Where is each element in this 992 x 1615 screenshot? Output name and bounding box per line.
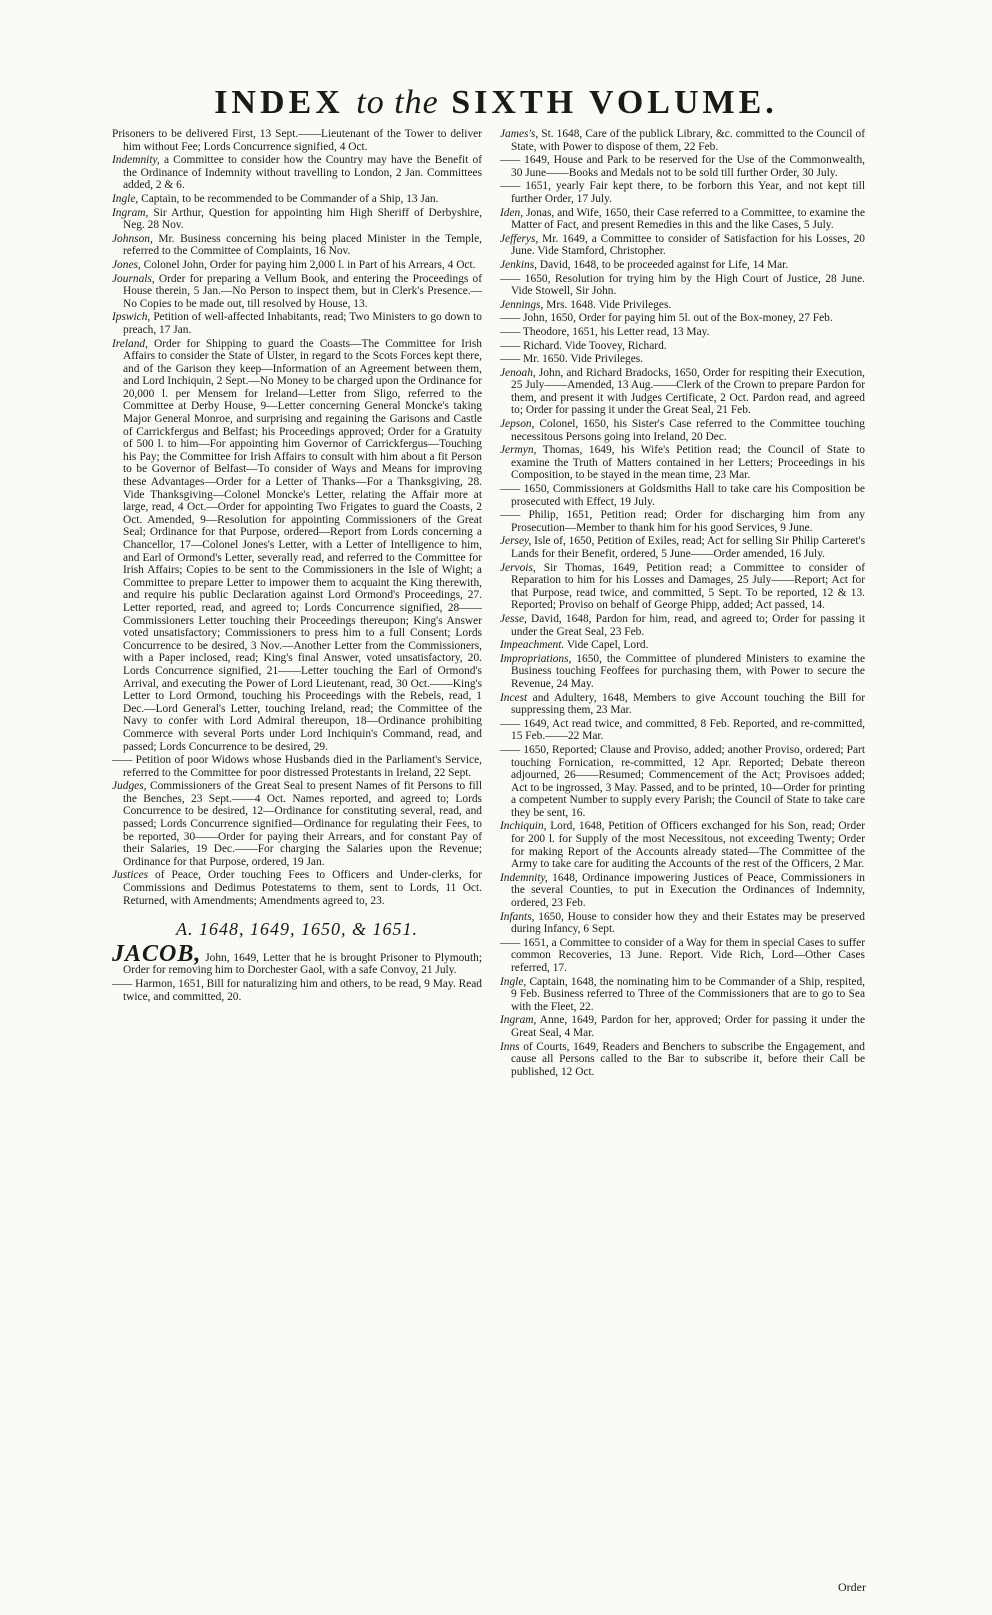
entry-text: a Committee to consider how the Country may have the Benefit of the Ordinance of Indemnity without travelling to London, 2 Jan. Committees added, 2 & 6. <box>123 154 482 192</box>
entry-text: Harmon, 1651, Bill for naturalizing him and others, to be read, 9 May. Read twice, and committed, 20. <box>123 978 482 1003</box>
entry-headword: Impeachment. <box>500 639 565 652</box>
entry-text: Mr. 1650. Vide Privileges. <box>520 353 644 366</box>
index-entry <box>500 820 865 870</box>
index-entry <box>500 326 865 339</box>
index-entry <box>112 338 482 754</box>
entry-text: 1650, Reported; Clause and Proviso, added; another Proviso, ordered; Part touching Fornication, re-committed, 12 Apr. Reported; Debate thereon adjourned, 26——Resumed; Commencement of the Act; Provisoes added; Act to be ingrossed, 3 May. Passed, and to be printed, 10—Order for printing a competent Number to supply every Parish; the Council of State to take care they be sent, 16. <box>511 743 865 819</box>
entry-text: Isle of, 1650, Petition of Exiles, read; Act for selling Sir Philip Carteret's Lands for their Benefit, ordered, 5 June——Order amended, 16 July. <box>511 535 865 560</box>
entry-headword: Ingle, <box>500 975 527 988</box>
index-entry <box>500 299 865 312</box>
index-entry <box>500 911 865 936</box>
entry-headword: Indemnity, <box>112 154 160 167</box>
index-entry <box>500 562 865 612</box>
entry-text: Jonas, and Wife, 1650, their Case referred to a Committee, to examine the Matter of Fact, and present Remedies in this and the like Cases, 5 July. <box>511 206 865 232</box>
entry-headword: —— <box>500 272 521 285</box>
entry-text: David, 1648, to be proceeded against for Life, 14 Mar. <box>537 258 789 271</box>
entry-headword: Iden, <box>500 206 524 219</box>
title-main: INDEX <box>214 84 344 121</box>
index-entry <box>112 940 482 977</box>
entry-text: Prisoners to be delivered First, 13 Sept.——Lieutenant of the Tower to deliver him without Fee; Lords Concurrence signified, 4 Oct. <box>112 128 482 153</box>
right-column <box>500 128 865 1608</box>
index-entry <box>500 207 865 232</box>
entry-text: David, 1648, Pardon for him, read, and agreed to; Order for passing it under the Great Seal, 23 Feb. <box>511 612 865 638</box>
entry-headword: —— <box>500 936 521 949</box>
entry-headword: Incest <box>500 691 528 704</box>
entry-headword: Ingram, <box>112 206 149 219</box>
entry-headword: Indemnity, <box>500 871 548 884</box>
index-entry <box>112 311 482 336</box>
entry-text: 1650, the Committee of plundered Ministers to examine the Business touching Feoffees for purchasing them, with Power to secure the Revenue, 24 May. <box>511 652 865 690</box>
index-entry <box>112 259 482 272</box>
index-entry <box>112 154 482 192</box>
index-entry <box>112 754 482 779</box>
entry-text: 1650, Commissioners at Goldsmiths Hall to take care his Composition be prosecuted with Effect, 19 July. <box>511 483 865 508</box>
entry-text: Lord, 1648, Petition of Officers exchanged for his Son, read; Order for 200 l. for Supply of the most Necessitous, not exceeding Twenty; Order for making Report of the Accounts already stated—The Committee of the Army to take care for auditing the Accounts of the rest of the Officers, 2 Mar. <box>511 820 865 871</box>
entry-headword: —— <box>500 339 521 352</box>
entry-text: Vide Capel, Lord. <box>564 639 649 652</box>
entry-headword: —— <box>500 180 521 193</box>
entry-text: John, and Richard Bradocks, 1650, Order for respiting their Execution, 25 July——Amended, 13 Aug.——Clerk of the Crown to prepare Pardon for them, and present it with Judges Certificate, 2 Oct. Pardon read, and agreed to; Order for passing it under the Great Seal, 21 Feb. <box>511 366 865 417</box>
entry-headword: Jefferys, <box>500 232 539 245</box>
entry-headword: Impropriations, <box>500 652 572 665</box>
entry-headword: Jersey, <box>500 535 532 548</box>
entry-text: Order for preparing a Vellum Book, and entering the Proceedings of House therein, 5 Jan.—No Person to inspect them, but in Clerk's Presence.—No Copies to be made out, till resolved by House, 13. <box>123 272 482 310</box>
entry-headword: Jermyn, <box>500 444 537 457</box>
entry-headword: —— <box>112 978 133 990</box>
entry-text: 1648, Ordinance impowering Justices of Peace, Commissioners in the several Counties, to put in Execution the Ordinances of Indemnity, ordered, 23 Feb. <box>511 871 865 910</box>
entry-headword: Infants, <box>500 910 535 923</box>
entry-headword: Jervois, <box>500 561 536 574</box>
section-heading: A. 1648, 1649, 1650, & 1651. <box>176 919 418 940</box>
entry-headword: Inns <box>500 1040 520 1053</box>
index-entry <box>500 418 865 443</box>
entry-text: of Peace, Order touching Fees to Officers and Under-clerks, for Commissions and Dedimus Potestatems to them, sent to Lords, 11 Oct. Returned, with Amendments; Amendments agreed to, 23. <box>123 869 482 907</box>
entry-text: Mr. 1649, a Committee to consider of Satisfaction for his Losses, 20 June. Vide Stamford, Christopher. <box>511 232 865 258</box>
index-entry <box>500 976 865 1014</box>
entry-text: Mrs. 1648. Vide Privileges. <box>543 298 672 311</box>
index-entry <box>500 718 865 743</box>
entry-headword: —— <box>500 325 521 338</box>
entry-text: John, 1649, Letter that he is brought Prisoner to Plymouth; Order for removing him to Dorchester Gaol, with a safe Convoy, 21 July. <box>123 951 482 977</box>
catchword: Order <box>838 1580 866 1594</box>
index-entry <box>500 937 865 975</box>
entry-headword: James's, <box>500 128 539 140</box>
index-entry <box>112 193 482 206</box>
entry-text: Captain, to be recommended to be Commander of a Ship, 13 Jan. <box>138 192 439 205</box>
index-entry <box>112 273 482 311</box>
entry-headword: JACOB, <box>112 940 202 967</box>
index-entry <box>500 444 865 482</box>
entry-headword: —— <box>500 312 521 325</box>
entry-text: Sir Arthur, Question for appointing him High Sheriff of Derbyshire, Neg. 28 Nov. <box>123 206 482 232</box>
entry-text: Mr. Business concerning his being placed Minister in the Temple, referred to the Committee of Complaints, 16 Nov. <box>123 232 482 258</box>
entry-text: Captain, 1648, the nominating him to be Commander of a Ship, respited, 9 Feb. Business referred to Three of the Commissioners that are to go to Sea with the Fleet, 22. <box>511 975 865 1013</box>
entry-text: 1651, yearly Fair kept there, to be forborn this Year, and not kept till further Order, 17 July. <box>511 180 865 205</box>
index-entry <box>500 639 865 652</box>
index-entry <box>500 233 865 258</box>
entry-headword: Journals, <box>112 272 155 285</box>
index-entry <box>500 154 865 179</box>
entry-text: 1650, House to consider how they and their Estates may be preserved during Infancy, 6 Sept. <box>511 910 865 936</box>
entry-text: St. 1648, Care of the publick Library, &c. committed to the Council of State, with Power to dispose of them, 22 Feb. <box>511 128 865 153</box>
entry-headword: —— <box>500 743 521 756</box>
index-entry <box>500 273 865 298</box>
entry-text: Thomas, 1649, his Wife's Petition read; the Council of State to examine the Truth of Matters contained in her Letters; Proceedings in his Composition, to be stayed in the mean time, 23 Mar. <box>511 444 865 482</box>
index-entry <box>112 869 482 907</box>
entry-headword: Inchiquin, <box>500 820 547 833</box>
index-entry <box>500 613 865 638</box>
entry-headword: Johnson, <box>112 232 153 245</box>
entry-text: Theodore, 1651, his Letter read, 13 May. <box>520 325 710 338</box>
index-entry <box>112 978 482 1003</box>
entry-text: of Courts, 1649, Readers and Benchers to subscribe the Engagement, and cause all Persons called to the Bar to subscribe it, before their Call be published, 12 Oct. <box>511 1040 865 1078</box>
index-entry <box>500 872 865 910</box>
entry-headword: Jenkins, <box>500 258 538 271</box>
entry-text: Richard. Vide Toovey, Richard. <box>520 339 667 352</box>
index-entry <box>500 340 865 353</box>
entry-headword: Jones, <box>112 258 141 271</box>
title-tail: SIXTH VOLUME. <box>451 84 778 121</box>
entry-text: and Adultery, 1648, Members to give Account touching the Bill for suppressing them, 23 Mar. <box>511 691 865 717</box>
entry-headword: —— <box>500 483 521 496</box>
index-entry <box>500 1014 865 1039</box>
index-entry <box>112 207 482 232</box>
entry-headword: Ingram, <box>500 1014 537 1027</box>
entry-headword: Judges, <box>112 780 147 793</box>
entry-text: Petition of well-affected Inhabitants, read; Two Ministers to go down to preach, 17 Jan. <box>123 311 482 336</box>
entry-headword: —— <box>500 509 521 522</box>
entry-text: Colonel, 1650, his Sister's Case referred to the Committee touching necessitous Persons going into Ireland, 20 Dec. <box>511 418 865 443</box>
entry-headword: Jesse, <box>500 612 527 625</box>
entry-text: Order for Shipping to guard the Coasts—The Committee for Irish Affairs to consider the State of Ulster, in regard to the Scots Forces kept there, and of the Garison they keep—Information of an Agreement between them, and Lord Inchiquin, 2 Sept.—No Money to be charged upon the Ordinance for 20,000 l. per Mensem for Ireland—Letter from Sligo, referred to the Committee at Derby House, 9—Letter concerning General Moncke's taking Major General Monroe, and surprising and regaining the Garisons and Castle of Carrickfergus and Belfast; his Proceedings approved; Order for a Gratuity of 500 l. to him—For appointing him Governor of Carrickfergus—Touching his Pay; the Committee for Irish Affairs to consult with him about a fit Person to be Governor of Belfast—To consider of Ways and Means for improving these Advantages—Order for a Letter of Thanks—For a Thanksgiving, 28. Vide Thanksgiving—Colonel Moncke's Letter, relating the Affair more at large, read, 4 Oct.—Order for appointing Two Frigates to guard the Coasts, 2 Oct. Amended, 9—Resolution for appointing Commissioners of the Great Seal; Ordinance for that Purpose, ordered—Report from Lords concerning a Chancellor, 17—Colonel Jones's Letter, with a Letter of Intelligence to him, and Earl of Ormond's Letter, severally read, and referred to the Committee for Irish Affairs; Copies to be sent to the Commissioners in the Isle of Wight; a Committee to prepare Letter to impower them to acquaint the King therewith, and require his public Declaration against Lord Ormond's Proceedings, 27. Letter reported, read, and agreed to; Lords Concurrence signified, 28——Commissioners Letter touching their Proceedings thereupon; King's Answer voted unsatisfactory; Commissioners to press him to a full Consent; Lords Concurrence to be desired, 3 Nov.—Another Letter from the Commissioners, with a Paper inclosed, read; King's final Answer, voted unsatisfactory, 20. Lords Concurrence signified, 21——Letter touching the Earl of Ormond's Arrival, and executing the Power of Lord Lieutenant, read, 30 Oct.——King's Letter to Lord Ormond, touching his Proceedings with the Rebels, read, 1 Dec.—Lord General's Letter, touching Ireland, read; the Committee of the Navy to confer with Lord Admiral thereupon, 18—Ordinance prohibiting Commerce with several Ports under Lord Inchiquin's Command, read, and passed; Lords Concurrence to be desired, 29. <box>123 337 482 753</box>
page-title <box>0 84 992 122</box>
index-entry <box>112 233 482 258</box>
index-entry <box>112 780 482 868</box>
index-entry <box>500 744 865 820</box>
entry-text: Colonel John, Order for paying him 2,000 l. in Part of his Arrears, 4 Oct. <box>140 258 476 271</box>
entry-text: 1649, House and Park to be reserved for the Use of the Commonwealth, 30 June——Books and Medals not to be sold till further Order, 30 July. <box>511 154 865 179</box>
index-entry <box>500 353 865 366</box>
entry-headword: Ireland, <box>112 337 148 350</box>
index-entry <box>500 128 865 153</box>
left-column <box>112 128 482 1598</box>
entry-headword: —— <box>500 717 521 730</box>
entry-text: Commissioners of the Great Seal to present Names of fit Persons to fill the Benches, 23 Sept.——4 Oct. Names reported, and agreed to; Lords Concurrence to be desired, 12—Ordinance for constituting several, read, and passed; Lords Concurrence signified—Ordinance for regulating their Fees, to be reported, 30——Order for paying their Arrears, and for constant Pay of their Salaries, 19 Dec.——For charging the Salaries upon the Revenue; Ordinance for that Purpose, ordered, 19 Jan. <box>123 780 482 868</box>
entry-headword: —— <box>500 154 521 167</box>
entry-text: Philip, 1651, Petition read; Order for discharging him from any Prosecution—Member to thank him for his good Services, 9 June. <box>511 509 865 534</box>
entry-headword: Jepson, <box>500 418 535 431</box>
entry-text: John, 1650, Order for paying him 5l. out of the Box-money, 27 Feb. <box>520 312 833 325</box>
entry-headword: —— <box>500 353 521 366</box>
title-connector: to the <box>356 84 439 121</box>
index-entry <box>112 128 482 153</box>
entry-headword: Ingle, <box>112 192 139 205</box>
entry-headword: Ipswich, <box>112 311 151 324</box>
index-entry <box>500 483 865 508</box>
entry-text: Petition of poor Widows whose Husbands died in the Parliament's Service, referred to the Committee for poor distressed Protestants in Ireland, 22 Sept. <box>123 754 482 779</box>
entry-text: Anne, 1649, Pardon for her, approved; Order for passing it under the Great Seal, 4 Mar. <box>511 1014 865 1039</box>
entry-headword: —— <box>112 754 133 767</box>
index-entry <box>500 653 865 691</box>
index-entry <box>500 312 865 325</box>
index-entry <box>500 259 865 272</box>
entry-text: 1650, Resolution for trying him by the High Court of Justice, 28 June. Vide Stowell, Sir John. <box>511 272 865 298</box>
entry-text: 1649, Act read twice, and committed, 8 Feb. Reported, and re-committed, 15 Feb.——22 Mar. <box>511 717 865 743</box>
entry-text: 1651, a Committee to consider of a Way for them in special Cases to suffer common Recoveries, 13 June. Report. Vide Rich, Lord—Other Cases referred, 17. <box>511 936 865 974</box>
entry-headword: Jennings, <box>500 298 544 311</box>
entry-headword: Jenoah, <box>500 366 536 379</box>
entry-text: Sir Thomas, 1649, Petition read; a Committee to consider of Reparation to him for his Losses and Damages, 25 July——Report; Act for that Purpose, read twice, and committed, 5 Sept. To be reported, 12 & 13. Reported; Proviso on behalf of George Phipp, added; Act passed, 14. <box>511 561 865 612</box>
entry-headword: Justices <box>112 869 149 882</box>
index-entry <box>500 535 865 560</box>
index-entry <box>500 180 865 205</box>
index-entry <box>500 367 865 417</box>
index-entry <box>500 509 865 534</box>
index-entry <box>500 692 865 717</box>
index-entry <box>500 1041 865 1079</box>
